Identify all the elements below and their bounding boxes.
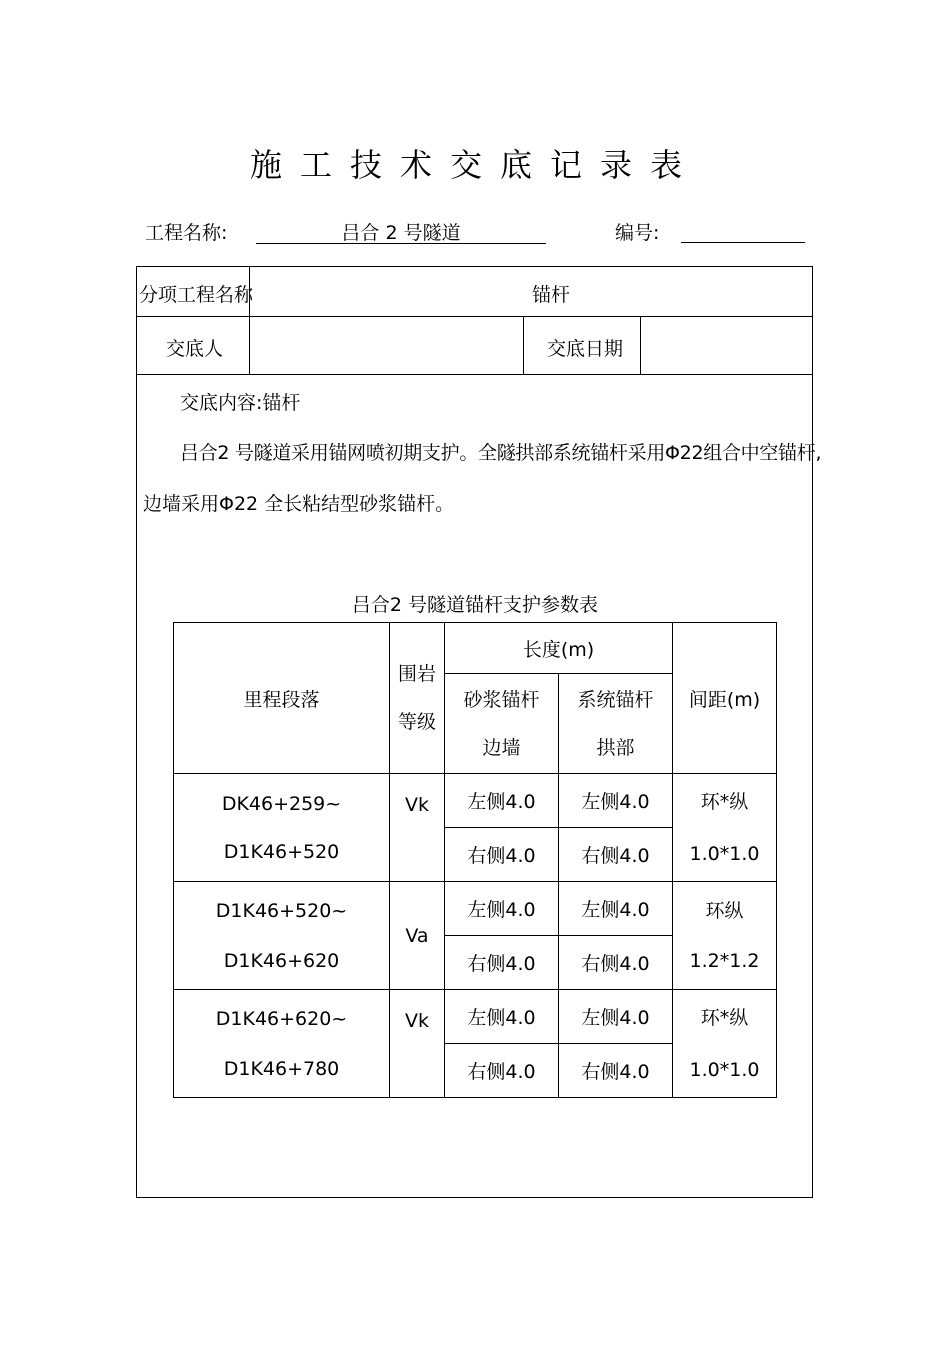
content-heading: 交底内容:锚杆	[180, 392, 301, 414]
header-system-bolt: 系统锚杆 拱部	[559, 674, 673, 774]
system-length-cell: 左侧4.0	[559, 774, 673, 828]
form-divider	[523, 316, 524, 374]
system-length-cell: 右侧4.0	[559, 936, 673, 990]
system-length-cell: 右侧4.0	[559, 828, 673, 882]
anchor-param-table	[173, 622, 777, 1098]
record-number-field[interactable]	[681, 218, 805, 243]
content-paragraph-line: 吕合2 号隧道采用锚网喷初期支护。全隧拱部系统锚杆采用Φ22组合中空锚杆,	[180, 442, 822, 464]
table-row	[174, 774, 777, 828]
param-table-caption: 吕合2 号隧道锚杆支护参数表	[351, 594, 599, 616]
presenter-label: 交底人	[166, 338, 224, 360]
header-length: 长度(m)	[445, 623, 673, 674]
spacing-cell: 环*纵 1.0*1.0	[673, 990, 777, 1098]
record-number-label: 编号:	[615, 222, 660, 244]
mortar-length-cell: 左侧4.0	[445, 882, 559, 936]
handover-date-label: 交底日期	[547, 338, 624, 360]
grade-cell: Vk	[390, 990, 445, 1098]
grade-cell: Va	[390, 882, 445, 990]
mileage-cell: D1K46+620~ D1K46+780	[174, 990, 390, 1098]
system-length-cell: 左侧4.0	[559, 882, 673, 936]
header-mortar-bolt: 砂浆锚杆 边墙	[445, 674, 559, 774]
subitem-name-value[interactable]: 锚杆	[532, 284, 571, 306]
system-length-cell: 左侧4.0	[559, 990, 673, 1044]
mileage-cell: DK46+259~ D1K46+520	[174, 774, 390, 882]
project-name-field[interactable]: 吕合 2 号隧道	[256, 218, 546, 244]
grade-cell: Vk	[390, 774, 445, 882]
mortar-length-cell: 右侧4.0	[445, 1044, 559, 1098]
form-divider	[640, 316, 641, 374]
system-length-cell: 右侧4.0	[559, 1044, 673, 1098]
mortar-length-cell: 左侧4.0	[445, 774, 559, 828]
table-row	[174, 990, 777, 1044]
table-row	[174, 882, 777, 936]
mortar-length-cell: 右侧4.0	[445, 936, 559, 990]
content-paragraph-line: 边墙采用Φ22 全长粘结型砂浆锚杆。	[143, 493, 455, 515]
subitem-name-label: 分项工程名称	[139, 284, 254, 306]
form-divider	[136, 374, 813, 375]
project-name-label: 工程名称:	[145, 222, 228, 244]
mortar-length-cell: 左侧4.0	[445, 990, 559, 1044]
header-rock-grade: 围岩 等级	[390, 623, 445, 774]
spacing-cell: 环纵 1.2*1.2	[673, 882, 777, 990]
mortar-length-cell: 右侧4.0	[445, 828, 559, 882]
header-mileage: 里程段落	[174, 623, 390, 774]
spacing-cell: 环*纵 1.0*1.0	[673, 774, 777, 882]
document-title: 施工技术交底记录表	[249, 146, 700, 184]
form-divider	[136, 316, 813, 317]
header-spacing: 间距(m)	[673, 623, 777, 774]
mileage-cell: D1K46+520~ D1K46+620	[174, 882, 390, 990]
